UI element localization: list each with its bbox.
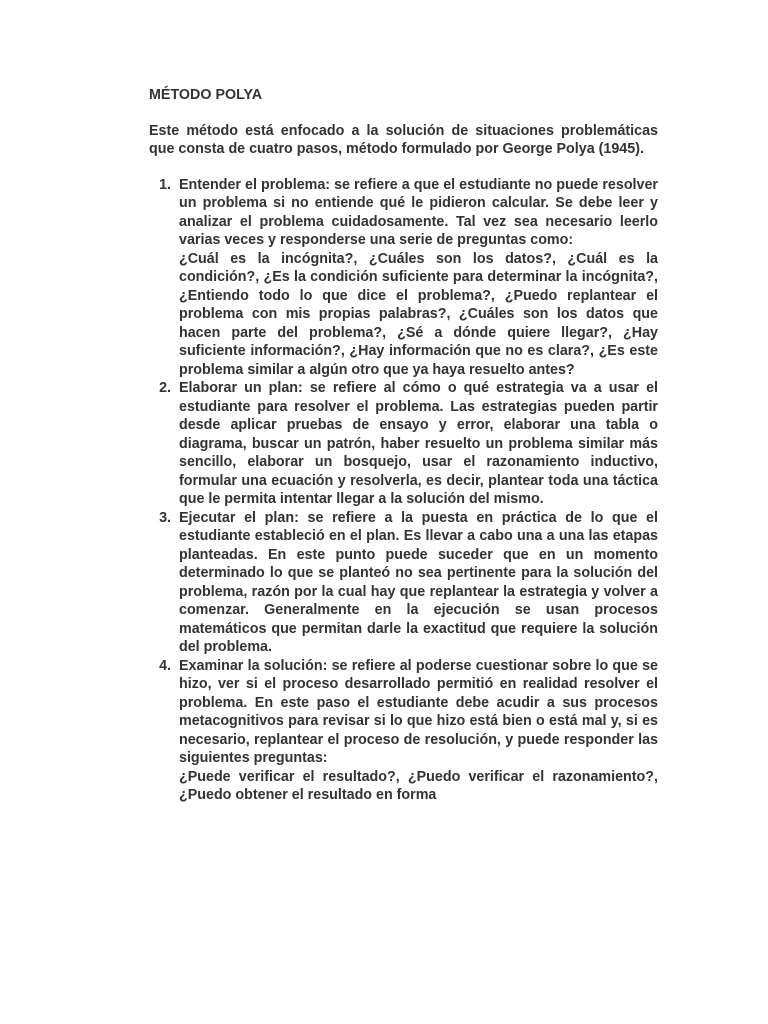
step-number: 4. bbox=[159, 657, 171, 674]
step-paragraph: Ejecutar el plan: se refiere a la puesta en práctica de lo que el estudiante estableció en el plan. Es llevar a cabo una a una las etapas planteadas. En este punto puede suceder que en un momento determinado lo que se planteó no sea pertinente para la solución del problema, razón por la cual hay que replantear la estrategia y volver a comenzar. Generalmente en la ejecución se usan procesos matemáticos que permitan darle la exactitud que requiere la solución del problema. bbox=[179, 509, 658, 655]
step-body bbox=[179, 509, 658, 657]
step-questions: ¿Cuál es la incógnita?, ¿Cuáles son los datos?, ¿Cuál es la condición?, ¿Es la condición suficiente para determinar la incógnita?, ¿Entiendo todo lo que dice el problema?, ¿Puedo replantear el problema con mis propias palabras?, ¿Cuáles son los datos que hacen parte del problema?, ¿Sé a dónde quiere llegar?, ¿Hay suficiente información?, ¿Hay información que no es clara?, ¿Es este problema similar a algún otro que ya haya resuelto antes? bbox=[179, 250, 658, 378]
step-paragraph: Entender el problema: se refiere a que el estudiante no puede resolver un problema si no entiende qué le pidieron calcular. Se debe leer y analizar el problema cuidadosamente. Tal vez sea necesario leerlo varias veces y responderse una serie de preguntas como: bbox=[179, 176, 658, 248]
step-paragraph: Examinar la solución: se refiere al poderse cuestionar sobre lo que se hizo, ver si el proceso desarrollado permitió en realidad resolver el problema. En este paso el estudiante debe acudir a sus procesos metacognitivos para revisar si lo que hizo está bien o está mal y, si es necesario, replantear el proceso de resolución, y puede responder las siguientes preguntas: bbox=[179, 657, 658, 766]
step-paragraph: Elaborar un plan: se refiere al cómo o qué estrategia va a usar el estudiante para resolver el problema. Las estrategias pueden partir desde aplicar pruebas de ensayo y error, elaborar una tabla o diagrama, buscar un patrón, haber resuelto un problema similar más sencillo, elaborar un bosquejo, usar el razonamiento inductivo, formular una ecuación y resolverla, es decir, plantear toda una táctica que le permita intentar llegar a la solución del mismo. bbox=[179, 380, 658, 507]
steps-list bbox=[149, 176, 658, 805]
intro-paragraph: Este método está enfocado a la solución de situaciones problemáticas que consta de cuatro pasos, método formulado por George Polya (1945). bbox=[149, 122, 658, 157]
document-title: MÉTODO POLYA bbox=[149, 87, 263, 103]
list-item bbox=[149, 379, 658, 509]
step-body bbox=[179, 657, 658, 805]
list-item bbox=[149, 657, 658, 805]
step-number: 2. bbox=[159, 380, 171, 396]
list-item bbox=[149, 176, 658, 380]
list-item bbox=[149, 509, 658, 657]
step-body bbox=[179, 176, 658, 380]
step-number: 3. bbox=[159, 509, 171, 526]
step-questions: ¿Puede verificar el resultado?, ¿Puedo verificar el razonamiento?, ¿Puedo obtener el resultado en forma bbox=[179, 768, 658, 803]
step-body bbox=[179, 379, 658, 509]
document-page bbox=[149, 86, 658, 805]
step-number: 1. bbox=[159, 176, 171, 193]
